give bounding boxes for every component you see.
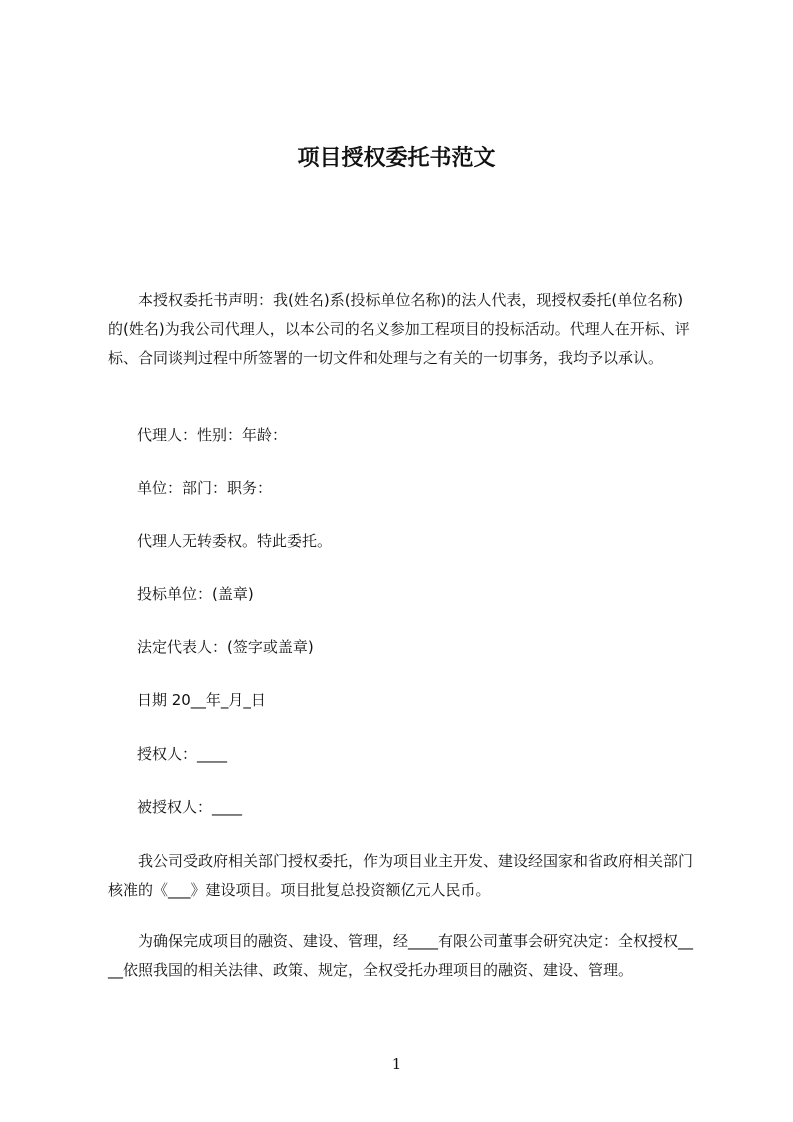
grantee-line: 被授权人：____ — [137, 798, 243, 816]
page-number: 1 — [391, 1055, 402, 1073]
declaration-paragraph: 本授权委托书声明：我(姓名)系(投标单位名称)的法人代表，现授权委托(单位名称)的(姓名)为我公司代理人，以本公司的名义参加工程项目的投标活动。代理人在开标、评标、合同谈判过程中所签署的一切文件和处理与之有关的一切事务，我均予以承认。 — [108, 291, 690, 367]
bidder-seal-line: 投标单位：(盖章) — [137, 585, 254, 603]
authorization-decision-paragraph: 为确保完成项目的融资、建设、管理，经____有限公司董事会研究决定：全权授权____依照我国的相关法律、政策、规定，全权受托办理项目的融资、建设、管理。 — [108, 932, 694, 979]
date-line: 日期 20__年_月_日 — [137, 691, 266, 709]
grantor-line: 授权人：____ — [137, 745, 228, 763]
project-background-paragraph: 我公司受政府相关部门授权委托，作为项目业主开发、建设经国家和省政府相关部门核准的《___》建设项目。项目批复总投资额亿元人民币。 — [108, 852, 694, 899]
legal-representative-line: 法定代表人：(签字或盖章) — [137, 638, 314, 656]
unit-info-line: 单位：部门：职务： — [137, 479, 273, 497]
no-transfer-line: 代理人无转委权。特此委托。 — [137, 532, 333, 550]
document-title: 项目授权委托书范文 — [297, 146, 496, 171]
agent-info-line: 代理人：性别：年龄： — [137, 426, 288, 444]
